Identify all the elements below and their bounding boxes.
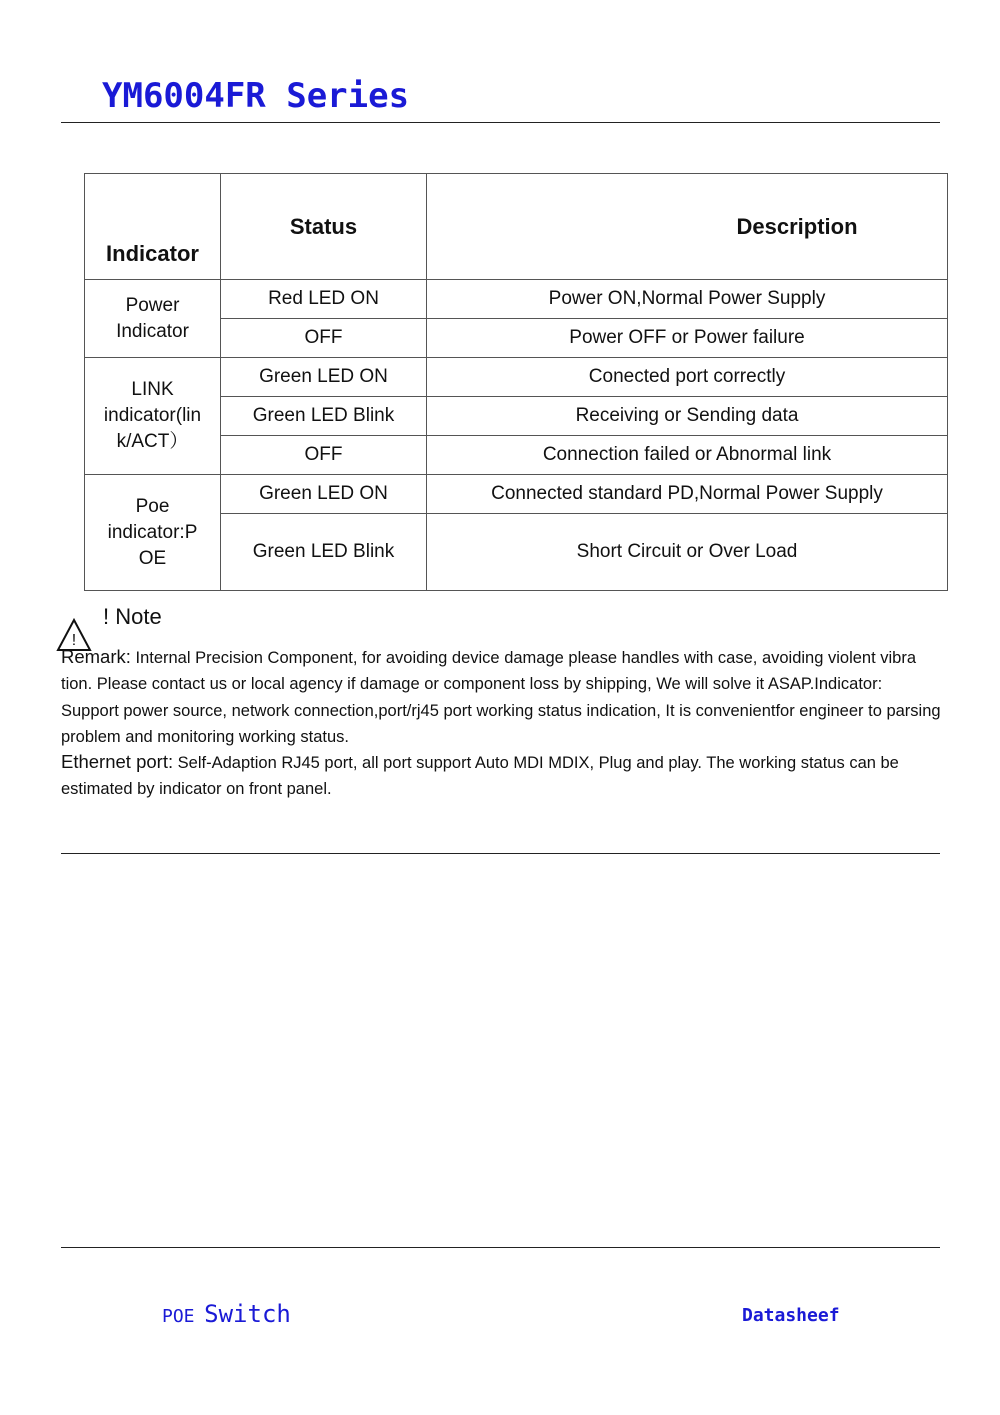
description-cell: Receiving or Sending data [427,397,948,436]
remark-label: Remark: [61,646,131,667]
table-row [85,358,948,397]
status-cell: Red LED ON [221,280,427,319]
indicator-poe: Poe indicator:P OE [85,475,221,591]
description-cell: Short Circuit or Over Load [427,514,948,591]
footer-datasheet: Datasheef [742,1305,840,1326]
status-cell: Green LED ON [221,475,427,514]
table-row [85,475,948,514]
indicator-power: Power Indicator [85,280,221,358]
ethernet-text: Self-Adaption RJ45 port, all port support Auto MDI MDIX, Plug and play. The working status can be estimated by indicator on front panel. [61,754,899,799]
status-cell: Green LED ON [221,358,427,397]
note-title: ! Note [103,604,162,629]
description-cell: Power ON,Normal Power Supply [427,280,948,319]
footer-rule [61,1247,940,1248]
description-cell: Connection failed or Abnormal link [427,436,948,475]
remark-paragraph [61,644,941,750]
svg-text:!: ! [71,632,77,649]
ethernet-paragraph [61,749,941,803]
remark-text: Internal Precision Component, for avoiding device damage please handles with case, avoiding violent vibra tion. Please contact us or local agency if damage or component loss by shipping, We will solve it ASAP.Indicator: Support power source, network connection,port/rj45 port working status indication, It is convenientfor engineer to parsing problem and monitoring working status. [61,649,941,746]
status-cell: Green LED Blink [221,514,427,591]
table-header-row [85,174,948,280]
table-row [85,280,948,319]
footer-product [162,1300,291,1328]
description-cell: Connected standard PD,Normal Power Supply [427,475,948,514]
ethernet-label: Ethernet port: [61,751,174,772]
header-rule [61,122,940,123]
status-cell: OFF [221,319,427,358]
footer-switch: Switch [204,1300,291,1328]
header-indicator: Indicator [85,174,221,280]
status-cell: OFF [221,436,427,475]
footer-poe: POE [162,1306,195,1327]
indicator-table [84,173,948,591]
description-cell: Conected port correctly [427,358,948,397]
status-cell: Green LED Blink [221,397,427,436]
indicator-link: LINK indicator(lin k/ACT） [85,358,221,475]
description-cell: Power OFF or Power failure [427,319,948,358]
header-status: Status [221,174,427,280]
header-description: Description [427,174,948,280]
document-title: YM6004FR Series [102,76,410,116]
section-rule [61,853,940,854]
